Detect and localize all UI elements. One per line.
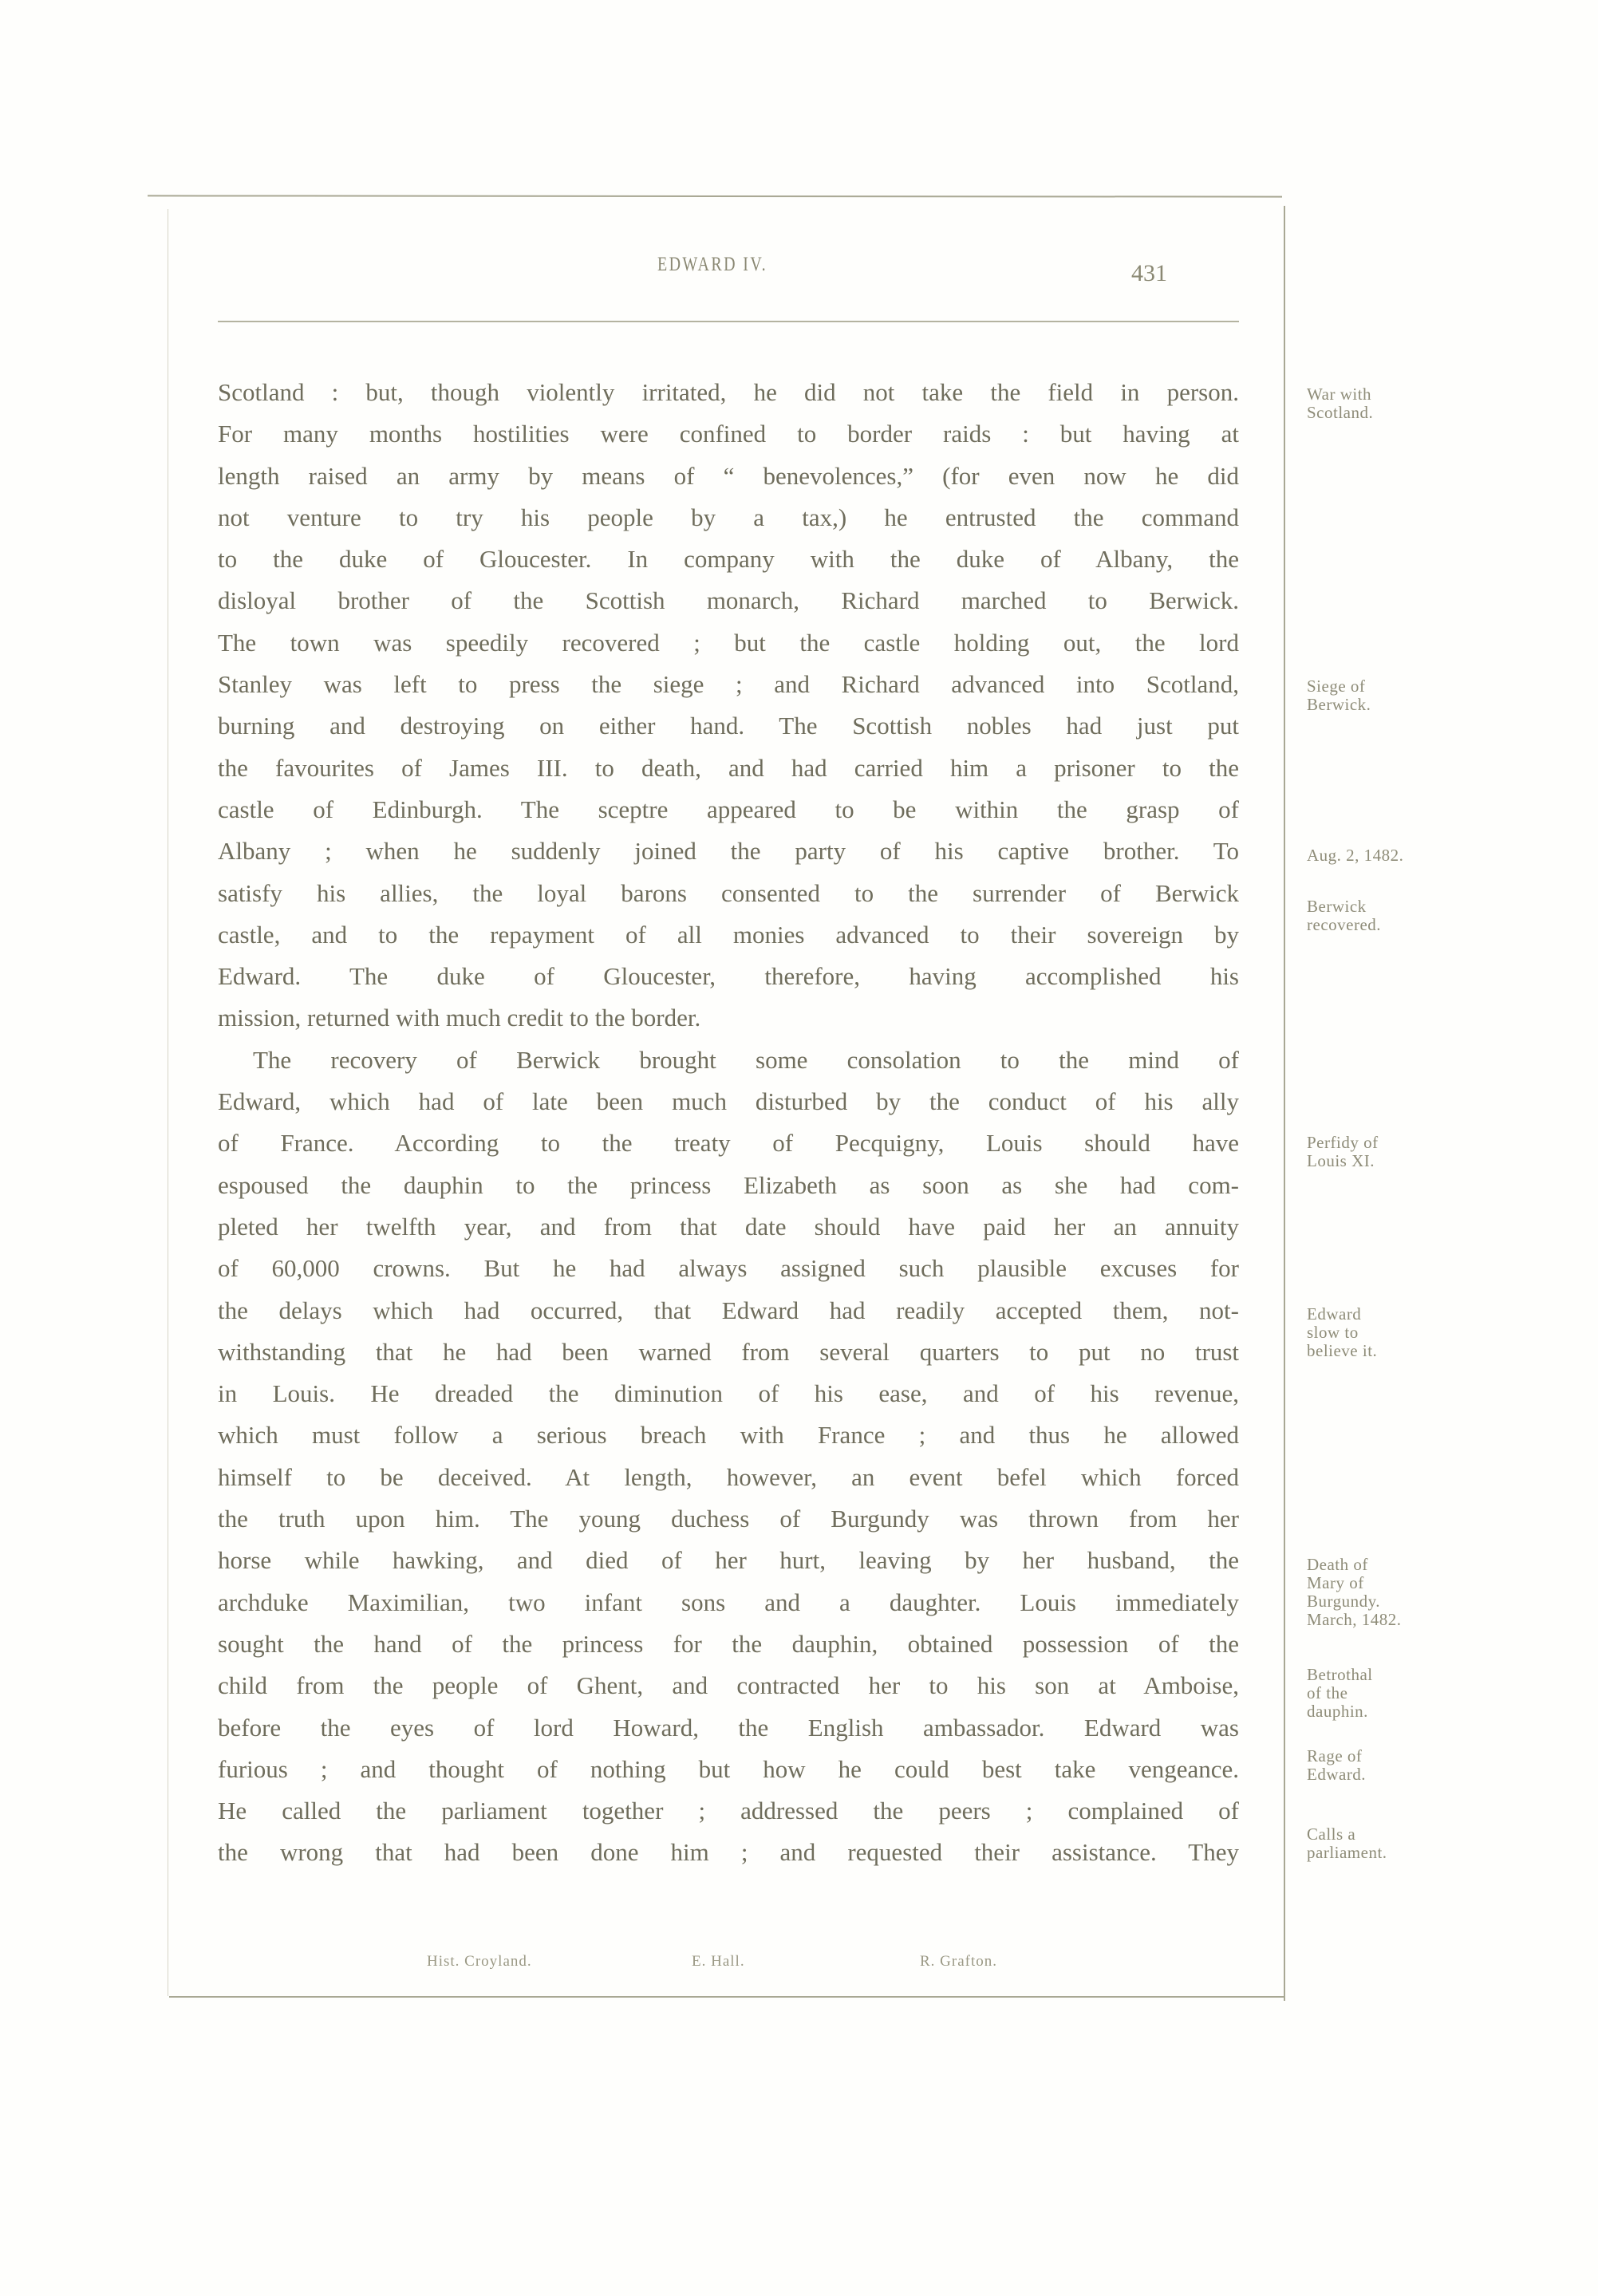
text-line: mission, returned with much credit to the border. (218, 1004, 701, 1032)
sidenote-line: slow to (1307, 1323, 1359, 1342)
sidenote-line: Edward. (1307, 1765, 1367, 1784)
running-head: EDWARD IV. (657, 254, 768, 275)
sidenote (1307, 385, 1373, 422)
text-line: the truth upon him. The young duchess of Burgundy was thrown from her (218, 1505, 1239, 1533)
text-line: length raised an army by means of “ benevolences,” (for even now he did (218, 461, 1239, 490)
sidenote-line: March, 1482. (1307, 1610, 1402, 1629)
text-line: Scotland : but, though violently irritated, he did not take the field in person. (218, 378, 1239, 406)
text-line: archduke Maximilian, two infant sons and a daughter. Louis immediately (218, 1588, 1239, 1616)
page-number: 431 (1131, 260, 1167, 286)
text-line: The recovery of Berwick brought some consolation to the mind of (253, 1045, 1239, 1074)
sidenote-line: Berwick. (1307, 695, 1371, 714)
sidenote (1307, 1666, 1373, 1721)
text-line: Albany ; when he suddenly joined the party of his captive brother. To (218, 837, 1239, 866)
text-line: burning and destroying on either hand. The Scottish nobles had just put (218, 712, 1239, 740)
text-line: Edward, which had of late been much disturbed by the conduct of his ally (218, 1087, 1239, 1116)
page-frame-right-rule (1284, 206, 1285, 2001)
footnote-source: E. Hall. (692, 1953, 745, 1970)
text-line: satisfy his allies, the loyal barons consented to the surrender of Berwick (218, 878, 1239, 907)
text-line: not venture to try his people by a tax,) he entrusted the command (218, 503, 1239, 531)
sidenote-line: Siege of (1307, 677, 1366, 696)
text-line: Edward. The duke of Gloucester, therefore, having accomplished his (218, 962, 1239, 991)
text-line: himself to be deceived. At length, however, an event befel which forced (218, 1462, 1239, 1491)
sidenote (1307, 1134, 1379, 1170)
sidenote-line: dauphin. (1307, 1702, 1368, 1721)
sidenote-line: recovered. (1307, 915, 1382, 934)
text-line: of France. According to the treaty of Pecquigny, Louis should have (218, 1129, 1239, 1158)
sidenote (1307, 897, 1381, 934)
sidenote-line: Death of (1307, 1555, 1368, 1574)
text-line: espoused the dauphin to the princess Elizabeth as soon as she had com- (218, 1170, 1239, 1199)
text-line: furious ; and thought of nothing but how he could best take vengeance. (218, 1754, 1239, 1783)
text-line: castle, and to the repayment of all monies advanced to their sovereign by (218, 920, 1239, 949)
sidenote (1307, 1556, 1402, 1629)
sidenote-line: Scotland. (1307, 403, 1374, 422)
text-line: the delays which had occurred, that Edward had readily accepted them, not- (218, 1296, 1239, 1324)
sidenote (1307, 846, 1403, 865)
sidenote-line: Aug. 2, 1482. (1307, 846, 1404, 865)
sidenote-line: of the (1307, 1683, 1348, 1702)
sidenote (1307, 1305, 1377, 1360)
footnote-source: R. Grafton. (920, 1953, 998, 1970)
sidenote (1307, 677, 1371, 714)
text-line: the favourites of James III. to death, and had carried him a prisoner to the (218, 753, 1239, 782)
text-line: disloyal brother of the Scottish monarch, Richard marched to Berwick. (218, 586, 1239, 615)
text-line: withstanding that he had been warned from several quarters to put no trust (218, 1337, 1239, 1366)
sidenote-line: Perfidy of (1307, 1133, 1379, 1152)
text-line: to the duke of Gloucester. In company with the duke of Albany, the (218, 545, 1239, 574)
text-line: For many months hostilities were confined to border raids : but having at (218, 420, 1239, 448)
body-text (218, 372, 1239, 1874)
text-line: in Louis. He dreaded the diminution of his ease, and of his revenue, (218, 1379, 1239, 1408)
page-frame-top-rule (148, 195, 1282, 197)
sidenote-line: Edward (1307, 1304, 1362, 1324)
text-line: before the eyes of lord Howard, the English ambassador. Edward was (218, 1713, 1239, 1742)
sidenote-line: Mary of (1307, 1573, 1364, 1592)
footnote-source: Hist. Croyland. (427, 1953, 532, 1970)
text-line: of 60,000 crowns. But he had always assigned such plausible excuses for (218, 1254, 1239, 1283)
text-line: which must follow a serious breach with France ; and thus he allowed (218, 1421, 1239, 1450)
sidenote-line: War with (1307, 385, 1372, 404)
sidenote-line: Betrothal (1307, 1665, 1373, 1684)
sidenote-line: Berwick (1307, 897, 1367, 916)
text-line: pleted her twelfth year, and from that date should have paid her an annuity (218, 1212, 1239, 1241)
sidenote-line: Burgundy. (1307, 1592, 1381, 1611)
text-line: sought the hand of the princess for the dauphin, obtained possession of the (218, 1629, 1239, 1658)
sidenote-line: believe it. (1307, 1341, 1378, 1360)
text-line: Stanley was left to press the siege ; and Richard advanced into Scotland, (218, 670, 1239, 699)
text-line: horse while hawking, and died of her hurt, leaving by her husband, the (218, 1546, 1239, 1575)
text-line: The town was speedily recovered ; but the castle holding out, the lord (218, 628, 1239, 657)
page-frame-bottom-rule (169, 1996, 1284, 1998)
sidenote (1307, 1825, 1387, 1862)
sidenote-line: Rage of (1307, 1746, 1363, 1765)
header-rule (218, 321, 1239, 322)
text-line: child from the people of Ghent, and contracted her to his son at Amboise, (218, 1671, 1239, 1700)
text-line: the wrong that had been done him ; and requested their assistance. They (218, 1838, 1239, 1867)
text-line: He called the parliament together ; addressed the peers ; complained of (218, 1797, 1239, 1825)
sidenote-line: parliament. (1307, 1843, 1387, 1862)
sidenote-line: Calls a (1307, 1825, 1356, 1844)
sidenote (1307, 1747, 1366, 1784)
text-line: castle of Edinburgh. The sceptre appeared to be within the grasp of (218, 795, 1239, 823)
sidenote-line: Louis XI. (1307, 1151, 1375, 1170)
